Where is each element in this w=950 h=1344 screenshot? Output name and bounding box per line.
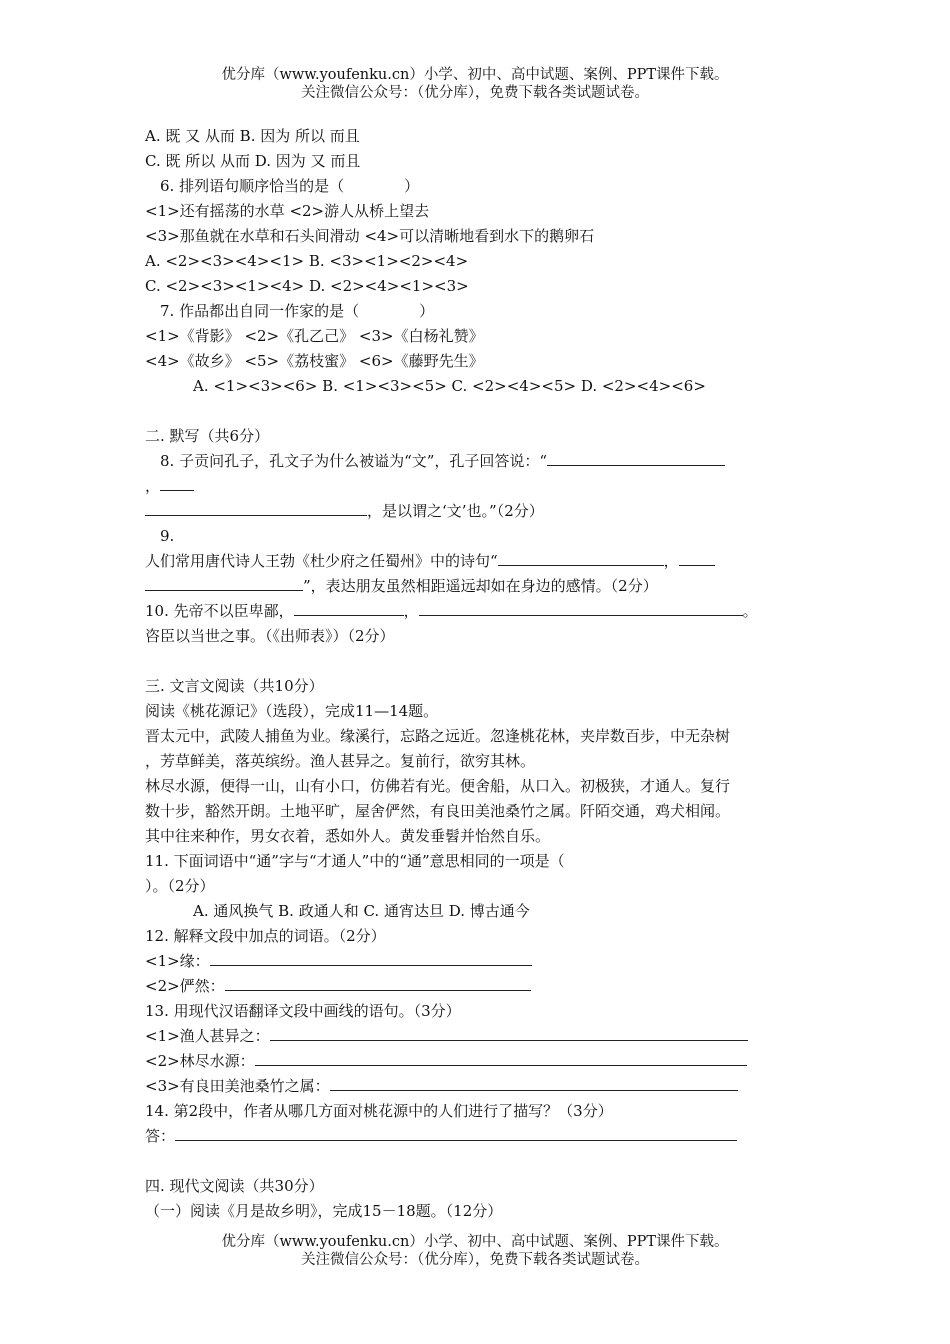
q7-works-1-3: <1>《背影》 <2>《孔乙己》 <3>《白杨礼赞》 [145, 327, 484, 345]
q12-item-1 [145, 951, 532, 971]
q13-blank-1[interactable] [270, 1026, 748, 1041]
q13-stem: 13. 用现代汉语翻译文段中画线的语句。（3分） [145, 1002, 461, 1020]
q13-item-3 [145, 1076, 738, 1096]
q6-sentences-1-2: <1>还有摇荡的水草 <2>游人从桥上望去 [145, 202, 430, 220]
q6-stem: 6. 排列语句顺序恰当的是（ ） [160, 177, 420, 195]
q8-text-c: ，是以谓之‘文’也。”（2分） [367, 502, 544, 520]
q10-blank-2[interactable] [419, 601, 743, 616]
section-2-title: 二. 默写（共6分） [145, 427, 270, 445]
q10-blank-1[interactable] [294, 601, 404, 616]
q13-item-2 [145, 1051, 747, 1071]
q13-blank-2[interactable] [255, 1051, 747, 1066]
page-footer [0, 1233, 950, 1269]
q9-line-1 [145, 551, 715, 571]
q9-blank-3[interactable] [145, 576, 303, 591]
q7-options: A. <1><3><6> B. <1><3><5> C. <2><4><5> D. <2><4><6> [193, 377, 706, 395]
q11-options: A. 通风换气 B. 政通人和 C. 通宵达旦 D. 博古通今 [193, 902, 530, 920]
q12-blank-2[interactable] [225, 976, 531, 991]
q8-blank-3[interactable] [145, 501, 367, 516]
passage-line-1: 晋太元中，武陵人捕鱼为业。缘溪行，忘路之远近。忽逢桃花林，夹岸数百步，中无杂树 [145, 727, 731, 745]
q5-options-ab: A. 既 又 从而 B. 因为 所以 而且 [145, 127, 360, 145]
q8-blank-2[interactable] [160, 476, 194, 491]
q8-text-a: 8. 子贡问孔子，孔文子为什么被谥为“文”，孔子回答说：“ [160, 452, 548, 470]
section-4-title: 四. 现代文阅读（共30分） [145, 1177, 324, 1195]
q8-blank-1[interactable] [547, 451, 725, 466]
q9-comma: ， [663, 552, 679, 570]
header-line-1: 优分库（www.youfenku.cn）小学、初中、高中试题、案例、PPT课件下载。 [221, 67, 729, 83]
q6-options-ab: A. <2><3><4><1> B. <3><1><2><4> [145, 252, 469, 270]
q9-text-b: ”，表达朋友虽然相距遥远却如在身边的感情。（2分） [303, 577, 658, 595]
q12-item-2 [145, 976, 531, 996]
q7-stem: 7. 作品都出自同一作家的是（ ） [160, 302, 435, 320]
header-line-2: 关注微信公众号：（优分库），免费下载各类试题试卷。 [301, 85, 649, 101]
q7-works-4-6: <4>《故乡》 <5>《荔枝蜜》 <6>《藤野先生》 [145, 352, 484, 370]
q10-line-2: 咨臣以当世之事。（《出师表》）（2分） [145, 627, 395, 645]
q11-stem-cont: ）。（2分） [145, 877, 215, 895]
q5-options-cd: C. 既 所以 从而 D. 因为 又 而且 [145, 152, 361, 170]
passage-line-2: ，芳草鲜美，落英缤纷。渔人甚异之。复前行，欲穷其林。 [145, 752, 536, 770]
q8-line-3 [145, 501, 544, 521]
section-3-intro: 阅读《桃花源记》（选段），完成11—14题。 [145, 702, 439, 720]
q9-blank-2[interactable] [679, 551, 715, 566]
q6-options-cd: C. <2><3><1><4> D. <2><4><1><3> [145, 277, 469, 295]
footer-line-2: 关注微信公众号：（优分库），免费下载各类试题试卷。 [301, 1252, 649, 1268]
footer-line-1: 优分库（www.youfenku.cn）小学、初中、高中试题、案例、PPT课件下载。 [221, 1234, 729, 1250]
passage-line-3: 林尽水源，便得一山，山有小口，仿佛若有光。便舍船，从口入。初极狭，才通人。复行 [145, 777, 731, 795]
q13-item-1 [145, 1026, 748, 1046]
q10-text-a: 10. 先帝不以臣卑鄙， [145, 602, 294, 620]
q9-line-2 [145, 576, 658, 596]
page-header [0, 66, 950, 102]
q8-line-2 [145, 476, 194, 496]
passage-line-5: 其中往来种作，男女衣着，悉如外人。黄发垂髫并怡然自乐。 [145, 827, 551, 845]
q12-blank-1[interactable] [210, 951, 532, 966]
section-4-part-1: （一）阅读《月是故乡明》，完成15－18题。（12分） [145, 1202, 503, 1220]
q11-stem: 11. 下面词语中“通”字与“才通人”中的“通”意思相同的一项是（ [145, 852, 565, 870]
q8-text-b: ， [145, 477, 161, 495]
q8-line-1 [160, 451, 725, 471]
q9-number: 9. [160, 527, 175, 545]
q10-comma: ， [403, 602, 419, 620]
q9-blank-1[interactable] [498, 551, 664, 566]
q10-line-1 [145, 601, 758, 621]
q6-sentences-3-4: <3>那鱼就在水草和石头间滑动 <4>可以清晰地看到水下的鹅卵石 [145, 227, 595, 245]
q12-label-1: <1>缘： [145, 952, 210, 970]
q14-stem: 14. 第2段中，作者从哪几方面对桃花源中的人们进行了描写？（3分） [145, 1102, 613, 1120]
q13-blank-3[interactable] [330, 1076, 738, 1091]
q14-answer-label: 答： [145, 1127, 176, 1145]
q13-label-1: <1>渔人甚异之： [145, 1027, 270, 1045]
q13-label-2: <2>林尽水源： [145, 1052, 255, 1070]
passage-line-4: 数十步，豁然开朗。土地平旷，屋舍俨然，有良田美池桑竹之属。阡陌交通，鸡犬相闻。 [145, 802, 731, 820]
q9-text-a: 人们常用唐代诗人王勃《杜少府之任蜀州》中的诗句“ [145, 552, 498, 570]
section-3-title: 三. 文言文阅读（共10分） [145, 677, 324, 695]
q10-end: 。 [742, 602, 758, 620]
q12-label-2: <2>俨然： [145, 977, 225, 995]
q14-answer-line [145, 1126, 737, 1146]
q12-stem: 12. 解释文段中加点的词语。（2分） [145, 927, 386, 945]
q13-label-3: <3>有良田美池桑竹之属： [145, 1077, 330, 1095]
q14-blank[interactable] [175, 1126, 737, 1141]
